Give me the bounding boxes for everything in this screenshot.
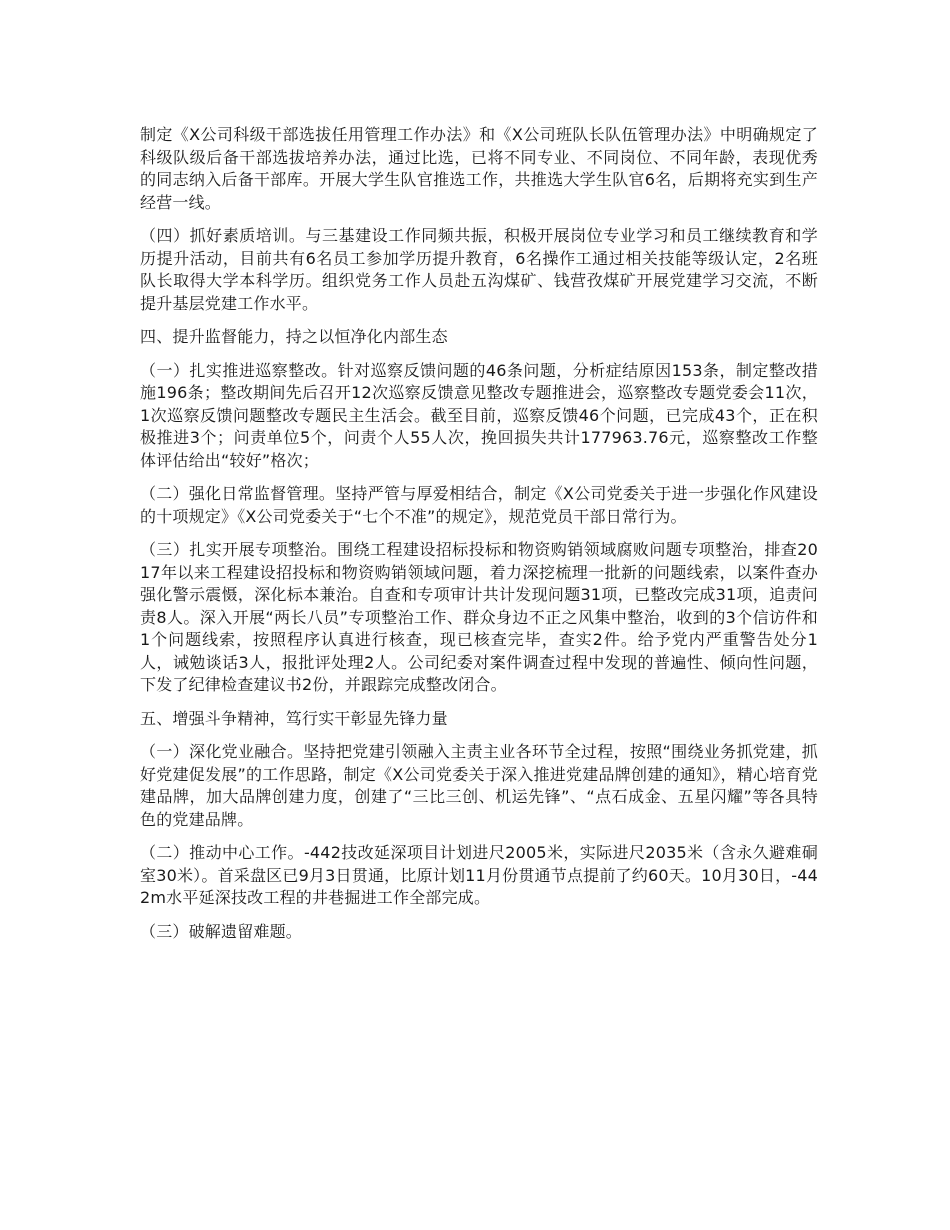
- document-body: [140, 124, 818, 954]
- paragraph-inspection-rectification: （一）扎实推进巡察整改。针对巡察反馈问题的46条问题，分析症结原因153条，制定整改措施196条；整改期间先后召开12次巡察反馈意见整改专题推进会，巡察整改专题党委会11次，1次巡察反馈问题整改专题民主生活会。截至目前，巡察反馈46个问题，已完成43个，正在积极推进3个；问责单位5个，问责个人55人次，挽回损失共计177963.76元，巡察整改工作整体评估给出“较好”格次；: [140, 360, 818, 470]
- paragraph-daily-supervision: （二）强化日常监督管理。坚持严管与厚爱相结合，制定《X公司党委关于进一步强化作风建设的十项规定》《X公司党委关于“七个不准”的规定》，规范党员干部日常行为。: [140, 484, 818, 526]
- section-heading-supervision: 四、提升监督能力，持之以恒净化内部生态: [140, 327, 448, 346]
- paragraph-central-work: （二）推动中心工作。-442技改延深项目计划进尺2005米，实际进尺2035米（含永久避难硐室30米）。首采盘区已9月3日贯通，比原计划11月份贯通节点提前了约60天。10月30日，-442m水平延深技改工程的井巷掘进工作全部完成。: [140, 843, 818, 907]
- paragraph-special-rectification: （三）扎实开展专项整治。围绕工程建设招标投标和物资购销领域腐败问题专项整治，排查2017年以来工程建设招投标和物资购销领域问题，着力深挖梳理一批新的问题线索，以案件查办强化警示震慑，深化标本兼治。自查和专项审计共计发现问题31项，已整改完成31项，追责问责8人。深入开展“两长八员”专项整治工作、群众身边不正之风集中整治，收到的3个信访件和1个问题线索，按照程序认真进行核查，现已核查完毕，查实2件。给予党内严重警告处分1人，诫勉谈话3人，报批评处理2人。公司纪委对案件调查过程中发现的普遍性、倾向性问题，下发了纪律检查建议书2份，并跟踪完成整改闭合。: [140, 540, 818, 694]
- paragraph-quality-training: （四）抓好素质培训。与三基建设工作同频共振，积极开展岗位专业学习和员工继续教育和学历提升活动，目前共有6名员工参加学历提升教育，6名操作工通过相关技能等级认定，2名班队长取得大学本科学历。组织党务工作人员赴五沟煤矿、钱营孜煤矿开展党建学习交流，不断提升基层党建工作水平。: [140, 226, 818, 313]
- paragraph-legacy-problems: （三）破解遗留难题。: [140, 921, 303, 941]
- paragraph-cadre-selection: 制定《X公司科级干部选拔任用管理工作办法》和《X公司班队长队伍管理办法》中明确规定了科级队级后备干部选拔培养办法，通过比选，已将不同专业、不同岗位、不同年龄，表现优秀的同志纳入后备干部库。开展大学生队官推选工作，共推选大学生队官6名，后期将充实到生产经营一线。: [140, 125, 818, 212]
- section-heading-struggle-spirit: 五、增强斗争精神，笃行实干彰显先锋力量: [140, 708, 448, 728]
- paragraph-party-business-integration: （一）深化党业融合。坚持把党建引领融入主责主业各环节全过程，按照“围绕业务抓党建，抓好党建促发展”的工作思路，制定《X公司党委关于深入推进党建品牌创建的通知》，精心培育党建品牌，加大品牌创建力度，创建了“三比三创、机运先锋”、“点石成金、五星闪耀”等各具特色的党建品牌。: [140, 742, 818, 829]
